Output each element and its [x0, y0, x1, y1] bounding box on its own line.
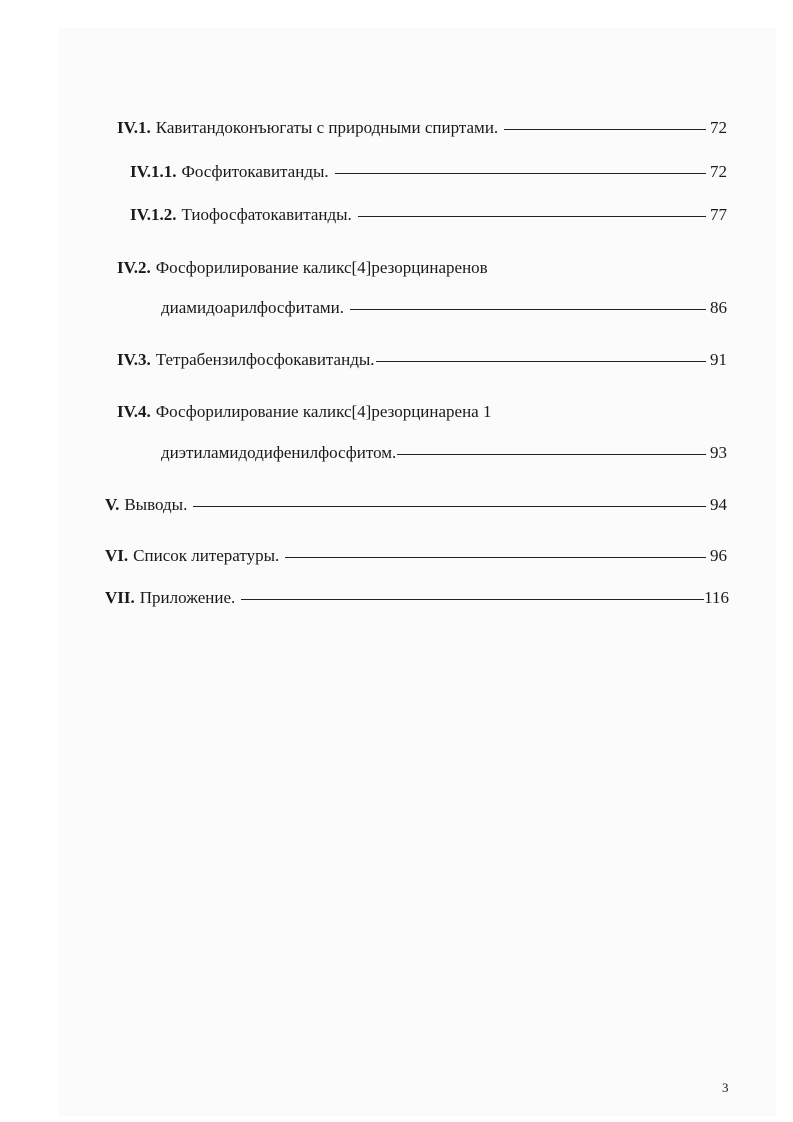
footer-page-number: 3 [722, 1080, 729, 1095]
toc-title-continuation: диэтиламидодифенилфосфитом. [161, 443, 397, 462]
toc-entry-iv2 [161, 298, 727, 318]
toc-leader-line [241, 599, 704, 600]
document-page [58, 28, 776, 1116]
toc-page-number: 91 [710, 350, 727, 369]
toc-number: IV.3. [117, 350, 151, 369]
toc-title: Список литературы. [133, 546, 280, 565]
toc-title: Кавитандоконъюгаты с природными спиртами. [155, 118, 499, 137]
toc-number: IV.2. [117, 258, 151, 277]
toc-entry-iv1-2 [130, 205, 727, 225]
toc-title: Приложение. [139, 588, 236, 607]
toc-page-number: 77 [710, 205, 727, 224]
toc-page-number: 72 [710, 162, 727, 181]
toc-leader-line [285, 557, 706, 558]
toc-number: IV.1.1. [130, 162, 177, 181]
toc-title: Тиофосфатокавитанды. [181, 205, 352, 224]
toc-title-continuation: диамидоарилфосфитами. [161, 298, 345, 317]
toc-leader-line [376, 361, 706, 362]
toc-entry-v [105, 495, 727, 515]
toc-page-number: 72 [710, 118, 727, 137]
toc-number: IV.4. [117, 402, 151, 421]
toc-entry-vii [105, 588, 729, 608]
toc-title: Фосфорилирование каликс[4]резорцинарена 1 [155, 402, 492, 421]
toc-title: Фосфорилирование каликс[4]резорцинаренов [155, 258, 488, 277]
toc-page-number: 93 [710, 443, 727, 462]
toc-leader-line [358, 216, 706, 217]
toc-number: IV.1. [117, 118, 151, 137]
toc-number: IV.1.2. [130, 205, 177, 224]
toc-page-number: 86 [710, 298, 727, 317]
toc-page-number: 94 [710, 495, 727, 514]
toc-entry-vi [105, 546, 727, 566]
toc-page-number: 96 [710, 546, 727, 565]
toc-number: V. [105, 495, 120, 514]
toc-title: Тетрабензилфосфокавитанды. [155, 350, 375, 369]
toc-number: VI. [105, 546, 129, 565]
toc-title: Фосфитокавитанды. [181, 162, 329, 181]
toc-leader-line [335, 173, 706, 174]
toc-leader-line [504, 129, 706, 130]
toc-entry-iv4 [161, 443, 727, 463]
toc-title: Выводы. [124, 495, 188, 514]
toc-entry-iv2-first-line [117, 258, 488, 278]
toc-page-number: 116 [704, 588, 729, 607]
toc-number: VII. [105, 588, 135, 607]
toc-leader-line [350, 309, 706, 310]
toc-leader-line [193, 506, 706, 507]
toc-entry-iv3 [117, 350, 727, 370]
toc-entry-iv1-1 [130, 162, 727, 182]
toc-leader-line [397, 454, 706, 455]
toc-entry-iv1 [117, 118, 727, 138]
toc-entry-iv4-first-line [117, 402, 491, 422]
